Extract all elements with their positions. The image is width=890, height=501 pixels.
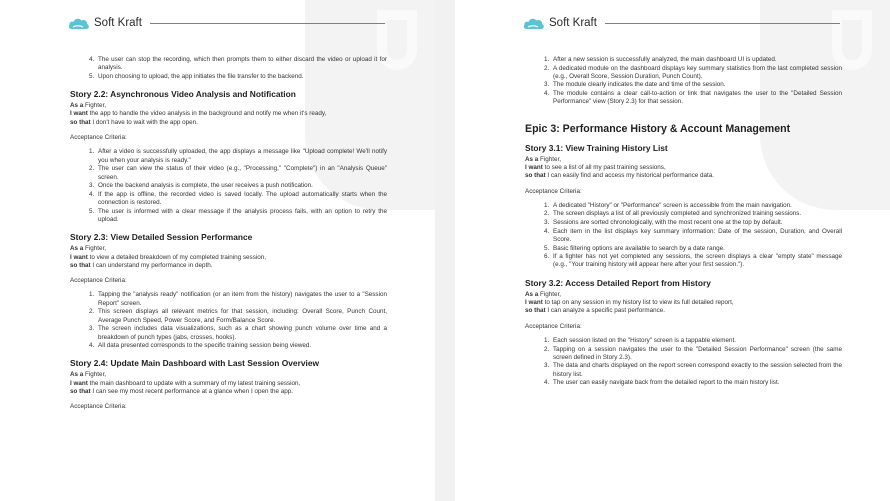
list-item: 4. The module contains a clear call-to-action or link that navigates the user to the "Detailed Session Performance" view (Story 2.3) for that session. (544, 90, 842, 106)
page-header (523, 13, 840, 33)
acceptance-criteria-label: Acceptance Criteria: (525, 187, 582, 195)
list-item: 3. Once the backend analysis is complete, the user receives a push notification. (89, 182, 313, 190)
criteria-list (544, 336, 842, 388)
document-page-right (455, 0, 890, 501)
brand-name: Soft Kraft (549, 17, 597, 29)
list-item: 1. Each session listed on the "History" screen is a tappable element. (544, 336, 736, 344)
page-content-right (525, 56, 842, 388)
list-item: 1. After a video is successfully uploaded, the app displays a message like "Upload complete! We'll notify you when your analysis is ready." (89, 148, 387, 164)
story-want: I want the app to handle the video analysis in the background and notify me when it's ready, (70, 110, 327, 118)
list-item: 3. The screen includes data visualizations, such as a chart showing punch volume over time and a breakdown of punch types (jabs, crosses, hooks). (89, 325, 387, 341)
cloud-logo-icon (68, 16, 90, 30)
story-so: so that I can see my most recent performance at a glance when I open the app. (70, 387, 293, 395)
list-item: 3. The data and charts displayed on the report screen correspond exactly to the session selected from the history list. (544, 362, 842, 378)
page-content-left (70, 56, 387, 418)
list-item: 4. The user can stop the recording, which then prompts them to either discard the video or upload it for analysis. (89, 56, 387, 72)
acceptance-criteria-label: Acceptance Criteria: (70, 134, 127, 142)
story-want: I want the main dashboard to update with a summary of my latest training session, (70, 379, 301, 387)
list-item: 1. A dedicated "History" or "Performance" screen is accessible from the main navigation. (544, 201, 792, 209)
story-2-3-title: Story 2.3: View Detailed Session Performance (70, 232, 253, 243)
list-item: 2. This screen displays all relevant metrics for that session, including: Overall Score, Punch Count, Average Punch Speed, Power Score, and Form/Balance Score. (89, 308, 387, 324)
story-3-1-title: Story 3.1: View Training History List (525, 142, 668, 153)
list-item: 3. The module clearly indicates the date and time of the session. (544, 81, 726, 89)
list-item: 2. A dedicated module on the dashboard displays key summary statistics from the last completed session (e.g., Overall Score, Session Duration, Punch Count). (544, 64, 842, 80)
list-item: 5. The user is informed with a clear message if the analysis process fails, with an option to retry the upload. (89, 207, 387, 223)
list-item: 4. All data presented corresponds to the specific training session being viewed. (89, 342, 312, 350)
document-page-left (0, 0, 435, 501)
list-item: 4. If the app is offline, the recorded video is saved locally. The upload automatically starts when the connection is restored. (89, 190, 387, 207)
list-item: 1. After a new session is successfully analyzed, the main dashboard UI is updated. (544, 56, 777, 63)
story-want: I want to view a detailed breakdown of my completed training session, (70, 253, 267, 261)
criteria-list (89, 291, 387, 350)
story-as: As a Fighter, (70, 102, 107, 110)
acceptance-criteria-label: Acceptance Criteria: (70, 277, 127, 285)
list-item: 1. Tapping the "analysis ready" notification (or an item from the history) navigates the user to a "Session Report" screen. (89, 291, 387, 307)
list-item: 4. Each item in the list displays key summary information: Date of the session, Duration, and Overall Score. (544, 227, 842, 243)
story-so: so that I don't have to wait with the app open. (70, 118, 198, 126)
list-item: 6. If a fighter has not yet completed any sessions, the screen displays a clear "empty state" message (e.g., "Your training history will appear here after your first session."). (544, 253, 842, 269)
story-2-2-title: Story 2.2: Asynchronous Video Analysis and Notification (70, 89, 296, 100)
acceptance-criteria-label: Acceptance Criteria: (70, 403, 127, 411)
intro-list (89, 56, 387, 81)
list-item: 5. Upon choosing to upload, the app initiates the file transfer to the backend. (89, 72, 304, 80)
list-item: 5. Basic filtering options are available to search by a date range. (544, 244, 725, 252)
story-so: so that I can analyze a specific past performance. (525, 307, 665, 315)
story-so: so that I can understand my performance in depth. (70, 261, 213, 269)
list-item: 3. Sessions are sorted chronologically, with the most recent one at the top by default. (544, 219, 783, 227)
list-item: 2. Tapping on a session navigates the user to the "Detailed Session Performance" screen (the same screen defined in Story 2.3). (544, 345, 842, 361)
header-rule (150, 23, 385, 24)
criteria-list (89, 148, 387, 224)
list-item: 2. The user can view the status of their video (e.g., "Processing," "Complete") in an "Analysis Queue" screen. (89, 165, 387, 181)
cloud-logo-icon (523, 16, 545, 30)
story-want: I want to tap on any session in my history list to view its full detailed report, (525, 299, 734, 307)
story-as: As a Fighter, (525, 155, 562, 163)
story-as: As a Fighter, (525, 290, 562, 298)
list-item: 2. The screen displays a list of all previously completed and synchronized training sessions. (544, 210, 802, 218)
page-header (68, 13, 385, 33)
acceptance-criteria-label: Acceptance Criteria: (525, 322, 582, 330)
story-as: As a Fighter, (70, 371, 107, 379)
story-as: As a Fighter, (70, 245, 107, 253)
header-rule (605, 23, 840, 24)
brand-name: Soft Kraft (94, 17, 142, 29)
story-want: I want to see a list of all my past training sessions, (525, 163, 666, 171)
criteria-list (544, 201, 842, 270)
story-2-4-title: Story 2.4: Update Main Dashboard with Last Session Overview (70, 358, 319, 369)
story-so: so that I can easily find and access my historical performance data. (525, 172, 714, 180)
epic-3-title: Epic 3: Performance History & Account Management (525, 122, 791, 135)
story-3-2-title: Story 3.2: Access Detailed Report from History (525, 277, 711, 288)
list-item: 4. The user can easily navigate back from the detailed report to the main history list. (544, 379, 780, 387)
intro-list (544, 56, 842, 107)
